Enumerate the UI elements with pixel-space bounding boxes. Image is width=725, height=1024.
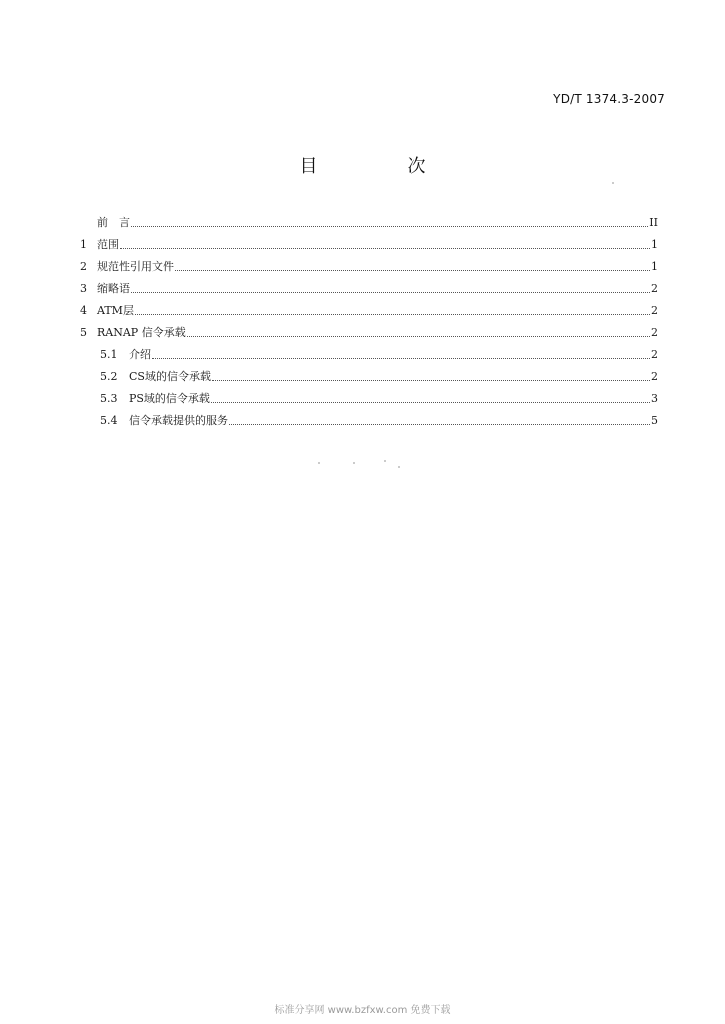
toc-entry-label: 范围: [97, 238, 119, 251]
toc-entry-page: 2: [651, 282, 658, 295]
dot-leader: [211, 401, 650, 403]
document-code: YD/T 1374.3-2007: [553, 92, 665, 106]
scan-speck: [318, 462, 320, 464]
scan-speck: [612, 182, 614, 184]
dot-leader: [187, 335, 650, 337]
toc-entry-number: 5: [80, 326, 87, 339]
toc-entry-page: 1: [651, 238, 658, 251]
toc-entry-label: CS域的信令承载: [129, 370, 211, 383]
toc-title: 目 次: [299, 156, 462, 177]
scan-speck: [353, 462, 355, 464]
toc-entry-page: 1: [651, 260, 658, 273]
dot-leader: [120, 247, 650, 249]
toc-entry-number: 1: [80, 238, 87, 251]
table-of-contents: [80, 212, 658, 432]
dot-leader: [131, 291, 650, 293]
toc-entry-page: 2: [651, 370, 658, 383]
toc-entry-bearer-services[interactable]: [80, 410, 658, 432]
toc-entry-ranap-signalling-bearer[interactable]: [80, 322, 658, 344]
toc-entry-page: 2: [651, 348, 658, 361]
toc-entry-normative-references[interactable]: [80, 256, 658, 278]
scan-speck: [384, 460, 386, 462]
toc-entry-label: 规范性引用文件: [97, 260, 174, 273]
toc-entry-label: PS域的信令承载: [129, 392, 210, 405]
toc-entry-page: 2: [651, 326, 658, 339]
toc-entry-number: 5.2: [100, 370, 118, 383]
toc-entry-number: 2: [80, 260, 87, 273]
dot-leader: [135, 313, 650, 315]
toc-entry-page: II: [649, 216, 658, 229]
toc-entry-number: 5.4: [100, 414, 118, 427]
toc-entry-preface[interactable]: [80, 212, 658, 234]
toc-entry-label: 介绍: [129, 348, 151, 361]
toc-entry-atm-layer[interactable]: [80, 300, 658, 322]
toc-entry-abbreviations[interactable]: [80, 278, 658, 300]
toc-entry-number: 4: [80, 304, 87, 317]
toc-entry-number: 5.1: [100, 348, 118, 361]
toc-entry-ps-domain-bearer[interactable]: [80, 388, 658, 410]
toc-entry-label: 前 言: [97, 216, 130, 229]
toc-entry-page: 3: [651, 392, 658, 405]
dot-leader: [229, 423, 650, 425]
toc-entry-label: ATM层: [97, 304, 134, 317]
dot-leader: [131, 225, 648, 227]
toc-entry-label: 缩略语: [97, 282, 130, 295]
dot-leader: [152, 357, 650, 359]
toc-entry-introduction[interactable]: [80, 344, 658, 366]
dot-leader: [175, 269, 650, 271]
toc-entry-cs-domain-bearer[interactable]: [80, 366, 658, 388]
toc-entry-scope[interactable]: [80, 234, 658, 256]
toc-entry-page: 5: [651, 414, 658, 427]
toc-entry-number: 5.3: [100, 392, 118, 405]
toc-entry-number: 3: [80, 282, 87, 295]
scan-speck: [398, 466, 400, 468]
toc-entry-label: RANAP 信令承载: [97, 326, 186, 339]
toc-entry-label: 信令承载提供的服务: [129, 414, 228, 427]
toc-entry-page: 2: [651, 304, 658, 317]
dot-leader: [212, 379, 650, 381]
footer-watermark: 标准分享网 www.bzfxw.com 免费下载: [274, 1005, 451, 1016]
